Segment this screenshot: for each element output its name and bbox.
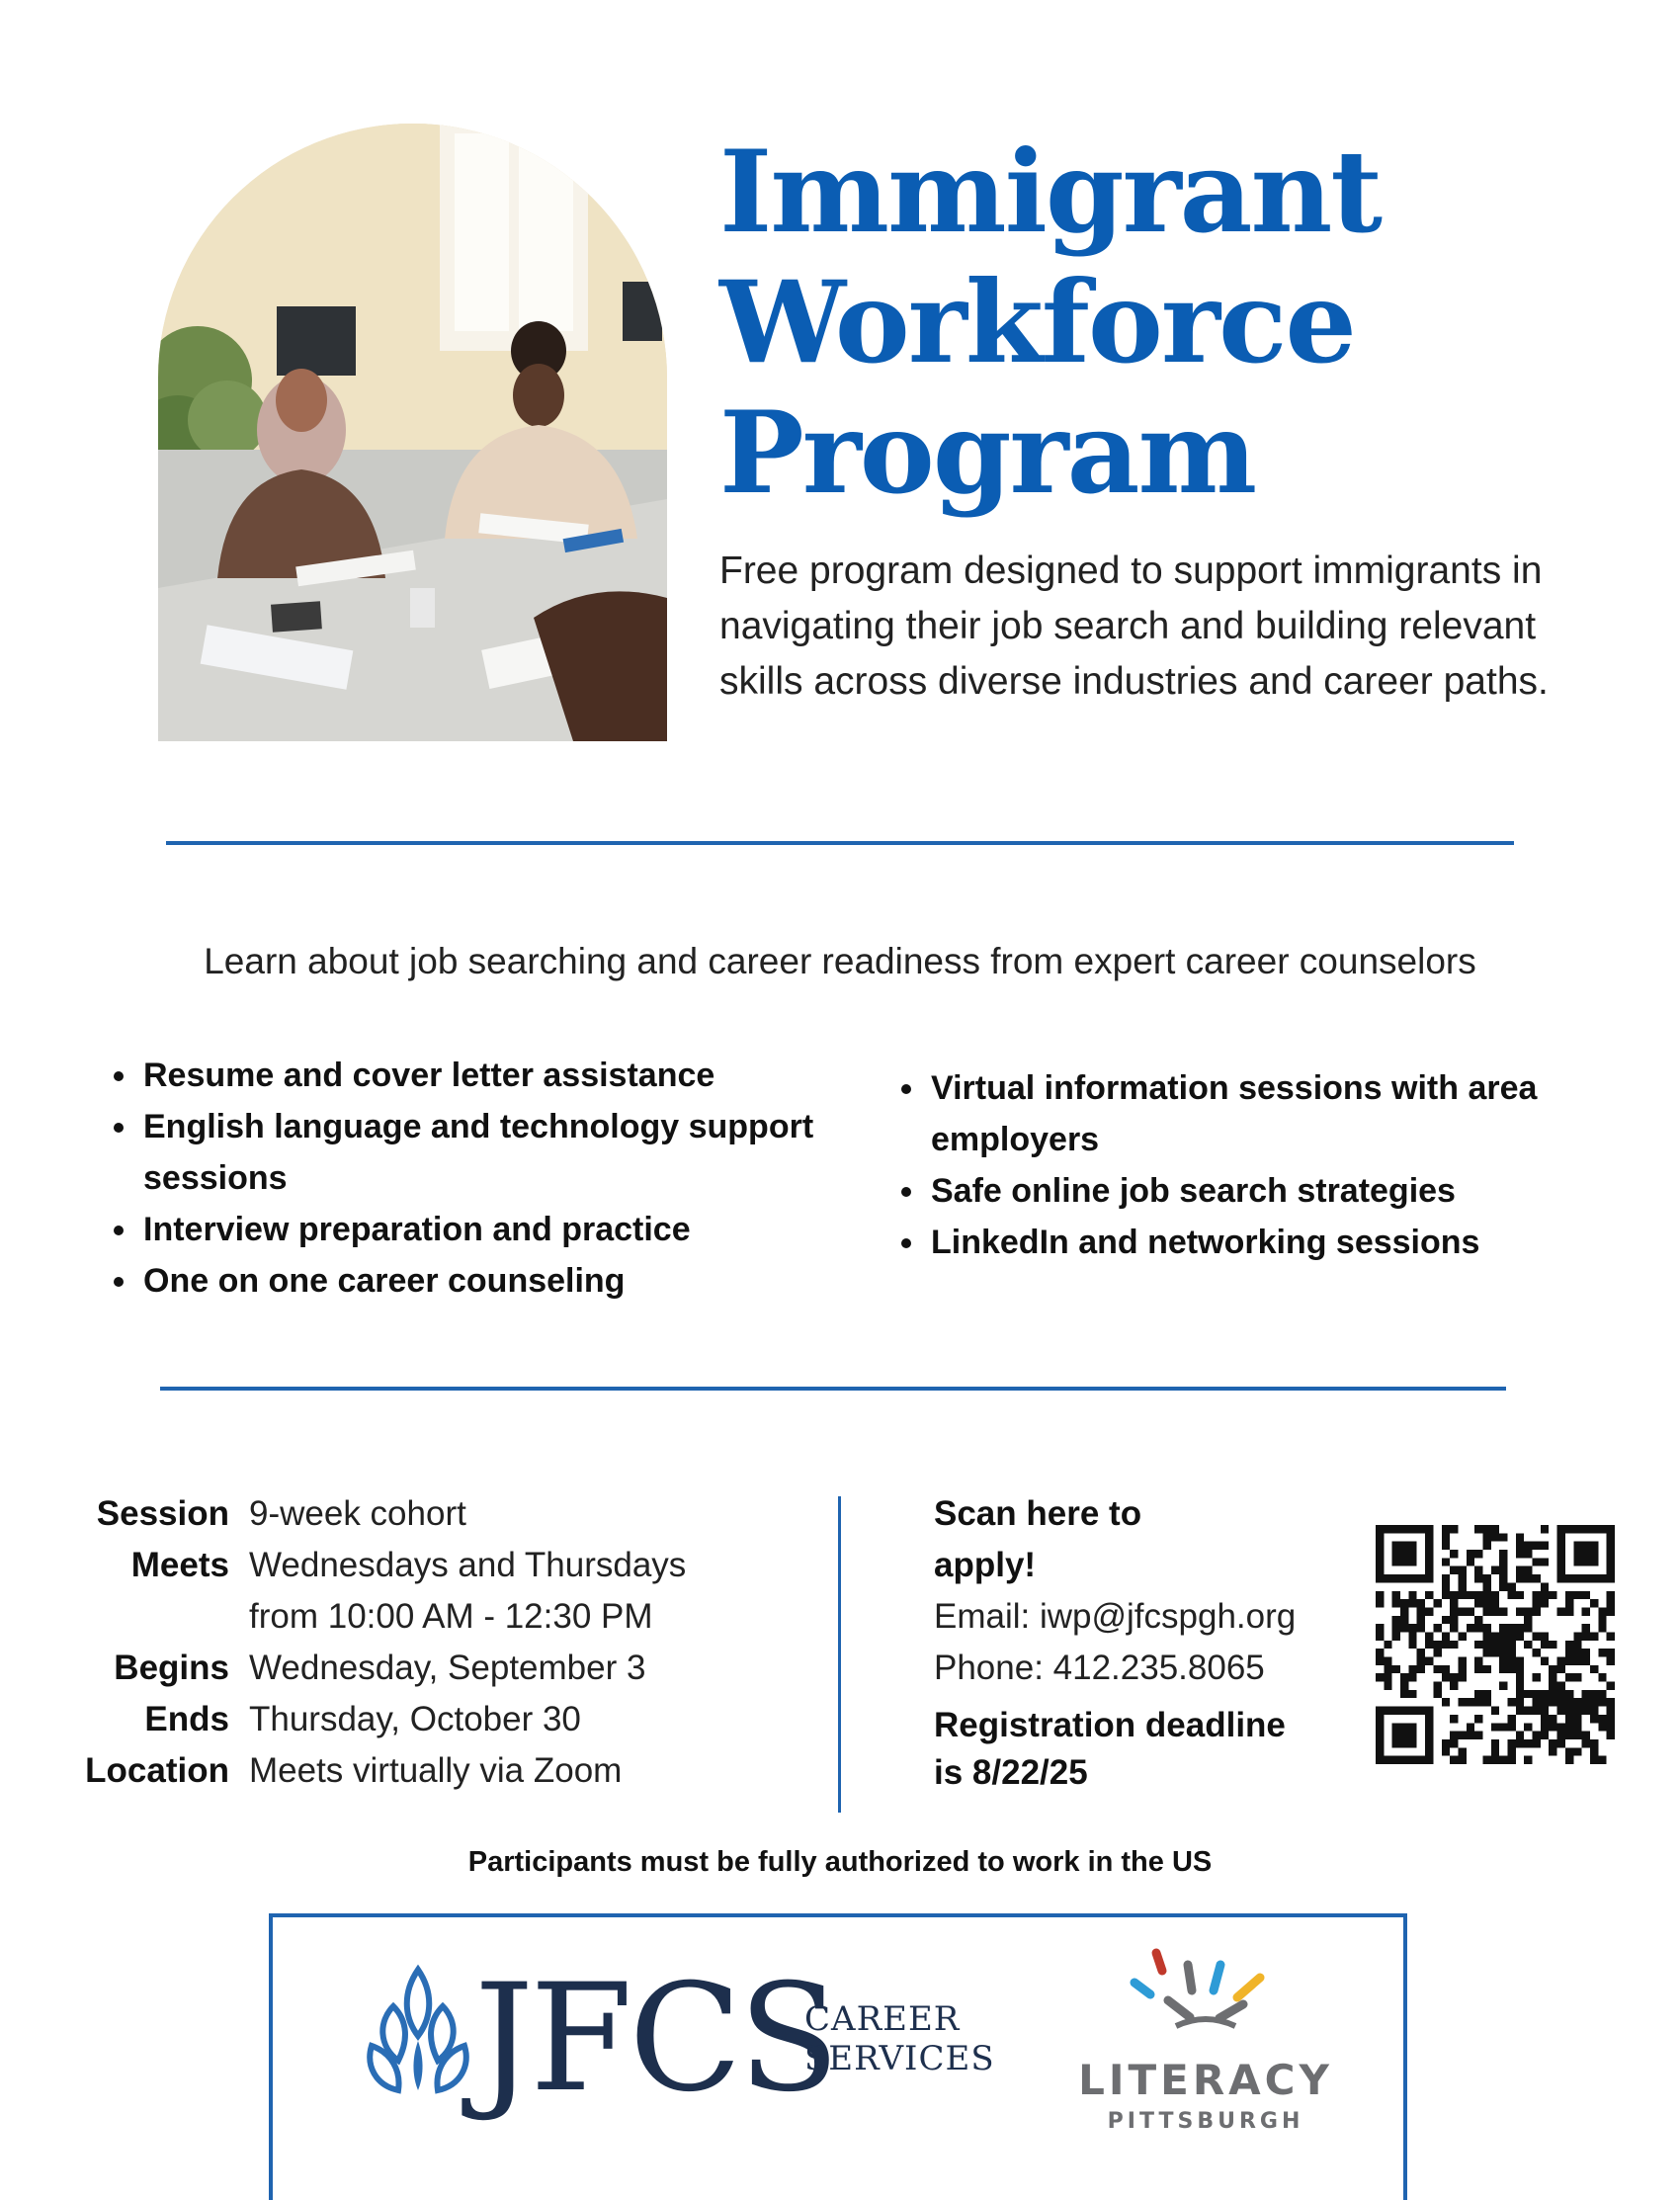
career-line: SERVICES	[804, 2039, 995, 2078]
title-line: Program	[719, 386, 1256, 519]
detail-label: Begins	[114, 1649, 229, 1687]
career-line: CAREER	[804, 1999, 961, 2039]
phone-text[interactable]: Phone: 412.235.8065	[934, 1649, 1265, 1687]
scan-prompt: Scan here to	[934, 1494, 1142, 1533]
list-item: One on one career counseling	[143, 1255, 894, 1307]
detail-value: Meets virtually via Zoom	[249, 1751, 623, 1790]
detail-label: Location	[85, 1751, 229, 1790]
jfcs-logo-text: JFCS	[474, 1953, 836, 2125]
deadline-line: Registration deadline	[934, 1706, 1286, 1744]
list-item: Resume and cover letter assistance	[143, 1050, 894, 1101]
email-text[interactable]: Email: iwp@jfcspgh.org	[934, 1597, 1297, 1636]
detail-label: Ends	[144, 1700, 229, 1738]
jfcs-leaf-icon	[364, 1962, 472, 2100]
literacy-logo-text: LITERACY	[1078, 2056, 1333, 2104]
detail-value: Thursday, October 30	[249, 1700, 581, 1738]
program-title	[719, 127, 1609, 518]
classroom-photo	[158, 124, 667, 741]
qr-code-icon[interactable]	[1376, 1525, 1615, 1764]
title-line: Immigrant	[719, 126, 1382, 258]
literacy-burst-icon	[1127, 1943, 1285, 2032]
list-item: LinkedIn and networking sessions	[931, 1217, 1642, 1268]
detail-row	[59, 1643, 686, 1694]
title-line: Workforce	[719, 256, 1355, 388]
detail-value: Wednesdays and Thursdays	[249, 1546, 687, 1584]
divider	[160, 1387, 1506, 1391]
detail-label: Meets	[130, 1546, 229, 1584]
registration-deadline	[934, 1702, 1349, 1797]
pittsburgh-logo-text: PITTSBURGH	[1107, 2109, 1304, 2134]
divider	[166, 841, 1514, 845]
detail-row	[59, 1694, 686, 1745]
deadline-line: is 8/22/25	[934, 1753, 1088, 1792]
features-list-right	[891, 1062, 1642, 1268]
detail-row	[59, 1488, 686, 1540]
session-details	[59, 1488, 686, 1797]
list-item: Safe online job search strategies	[931, 1165, 1642, 1217]
vertical-divider	[838, 1496, 841, 1813]
detail-value: Wednesday, September 3	[249, 1649, 646, 1687]
features-list-left	[104, 1050, 894, 1307]
detail-value: from 10:00 AM - 12:30 PM	[249, 1597, 653, 1636]
detail-label	[59, 1591, 249, 1643]
detail-row	[59, 1591, 686, 1643]
learn-heading: Learn about job searching and career readiness from expert career counselors	[204, 941, 1476, 981]
contact-block	[934, 1488, 1349, 1797]
authorization-note: Participants must be fully authorized to work in the US	[467, 1846, 1213, 1878]
program-intro: Free program designed to support immigrants in navigating their job search and building relevant skills across diverse industries and career paths.	[719, 550, 1549, 703]
detail-row	[59, 1540, 686, 1591]
detail-label: Session	[96, 1494, 229, 1533]
scan-prompt: apply!	[934, 1546, 1037, 1584]
career-services-label	[804, 1999, 995, 2078]
list-item: Interview preparation and practice	[143, 1204, 894, 1255]
list-item: Virtual information sessions with area employers	[931, 1062, 1642, 1165]
detail-row	[59, 1745, 686, 1797]
list-item: English language and technology support sessions	[143, 1101, 894, 1204]
detail-value: 9-week cohort	[249, 1494, 466, 1533]
